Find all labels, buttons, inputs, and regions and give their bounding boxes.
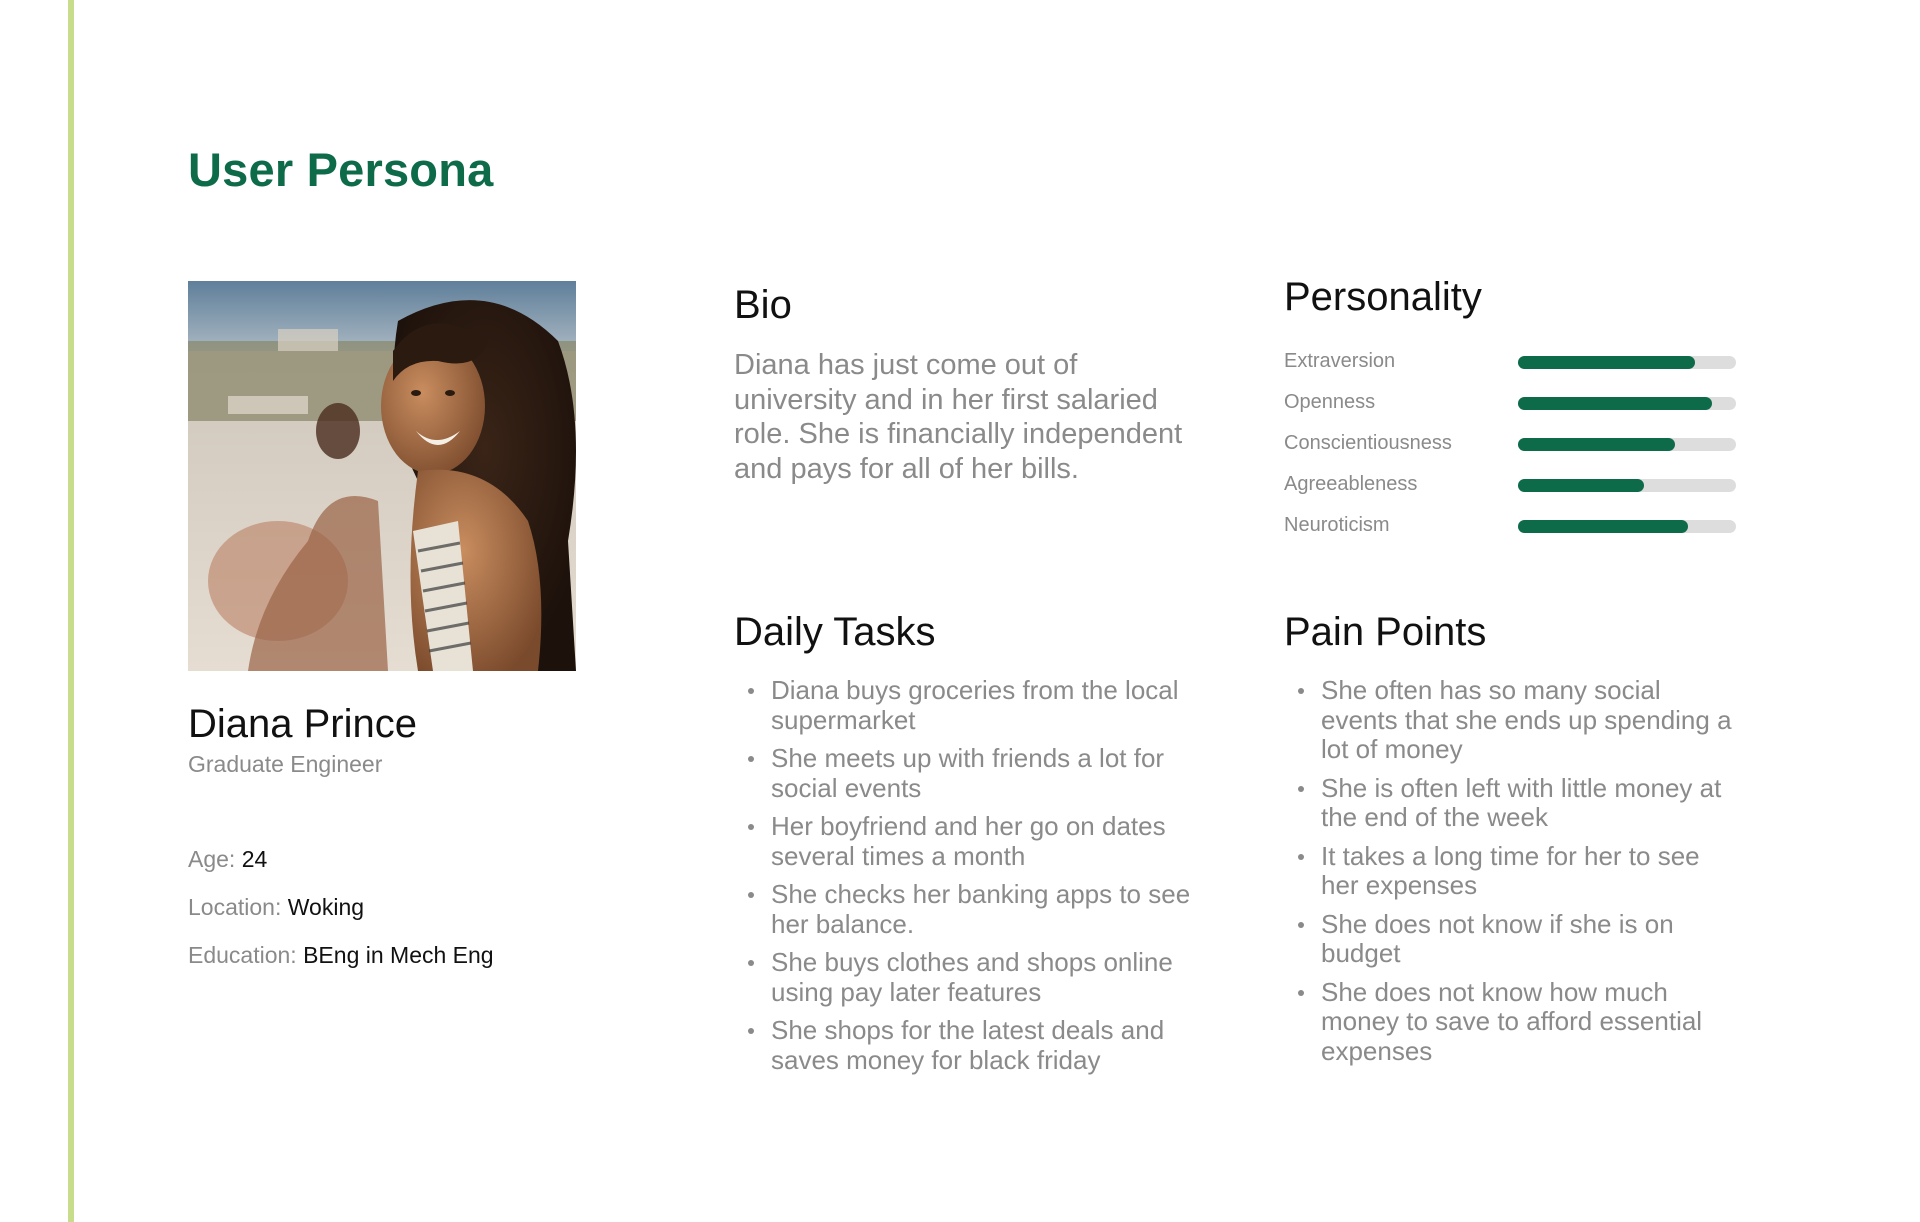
trait-agreeableness xyxy=(1284,473,1736,514)
daily-tasks-heading: Daily Tasks xyxy=(734,610,936,654)
trait-label: Agreeableness xyxy=(1284,473,1418,495)
list-item xyxy=(1284,910,1744,969)
fact-age xyxy=(188,842,494,890)
trait-label: Conscientiousness xyxy=(1284,432,1452,454)
personality-traits xyxy=(1284,350,1736,555)
trait-openness xyxy=(1284,391,1736,432)
trait-extraversion xyxy=(1284,350,1736,391)
persona-photo xyxy=(188,281,576,671)
persona-facts xyxy=(188,842,494,986)
page-title: User Persona xyxy=(188,143,494,196)
list-item-text: She checks her banking apps to see her balance. xyxy=(771,879,1191,939)
left-accent-rule xyxy=(68,0,74,1222)
fact-value: 24 xyxy=(241,846,268,872)
list-item xyxy=(1284,978,1744,1067)
trait-conscientiousness xyxy=(1284,432,1736,473)
trait-label: Neuroticism xyxy=(1284,514,1390,536)
pain-points-list xyxy=(1284,676,1744,1075)
bullet-icon xyxy=(1298,688,1304,694)
bullet-icon xyxy=(748,824,754,830)
bio-text: Diana has just come out of university and in her first salaried role. She is financially independent and pays for all of her bills. xyxy=(734,349,1183,485)
list-item-text: She is often left with little money at the end of the week xyxy=(1321,772,1722,832)
trait-bar-track xyxy=(1518,479,1736,492)
fact-label: Age: xyxy=(188,846,236,872)
list-item-text: She often has so many social events that she ends up spending a lot of money xyxy=(1321,675,1732,764)
trait-bar-track xyxy=(1518,438,1736,451)
trait-label: Extraversion xyxy=(1284,350,1396,372)
bullet-icon xyxy=(1298,922,1304,928)
list-item xyxy=(734,676,1214,735)
daily-tasks-list xyxy=(734,676,1214,1084)
trait-label: Openness xyxy=(1284,391,1376,413)
fact-label: Location: xyxy=(188,894,282,920)
trait-bar-fill xyxy=(1518,438,1675,451)
list-item xyxy=(734,1016,1214,1075)
trait-bar-fill xyxy=(1518,397,1712,410)
pain-points-heading: Pain Points xyxy=(1284,610,1487,654)
bullet-icon xyxy=(748,960,754,966)
fact-value: Woking xyxy=(287,894,365,920)
bullet-icon xyxy=(748,892,754,898)
list-item-text: Diana buys groceries from the local supermarket xyxy=(771,675,1179,735)
bullet-icon xyxy=(748,756,754,762)
list-item xyxy=(1284,676,1744,765)
list-item-text: It takes a long time for her to see her expenses xyxy=(1321,840,1700,900)
trait-bar-fill xyxy=(1518,520,1688,533)
trait-bar-track xyxy=(1518,397,1736,410)
fact-label: Education: xyxy=(188,942,297,968)
list-item-text: She shops for the latest deals and saves money for black friday xyxy=(771,1015,1165,1075)
list-item xyxy=(1284,842,1744,901)
list-item xyxy=(734,948,1214,1007)
fact-education xyxy=(188,938,494,986)
persona-role: Graduate Engineer xyxy=(188,751,383,777)
bullet-icon xyxy=(748,1028,754,1034)
trait-neuroticism xyxy=(1284,514,1736,555)
bullet-icon xyxy=(1298,786,1304,792)
list-item-text: Her boyfriend and her go on dates several times a month xyxy=(771,811,1166,871)
trait-bar-track xyxy=(1518,356,1736,369)
trait-bar-fill xyxy=(1518,479,1644,492)
personality-heading: Personality xyxy=(1284,275,1482,319)
bio-heading: Bio xyxy=(734,283,792,327)
bullet-icon xyxy=(1298,854,1304,860)
list-item-text: She meets up with friends a lot for social events xyxy=(771,743,1165,803)
fact-location xyxy=(188,890,494,938)
list-item xyxy=(734,880,1214,939)
list-item xyxy=(734,812,1214,871)
trait-bar-track xyxy=(1518,520,1736,533)
bullet-icon xyxy=(1298,990,1304,996)
list-item xyxy=(734,744,1214,803)
fact-value: BEng in Mech Eng xyxy=(303,942,494,968)
list-item-text: She does not know if she is on budget xyxy=(1321,908,1674,968)
trait-bar-fill xyxy=(1518,356,1695,369)
persona-name: Diana Prince xyxy=(188,702,418,746)
list-item-text: She buys clothes and shops online using pay later features xyxy=(771,947,1173,1007)
list-item-text: She does not know how much money to save to afford essential expenses xyxy=(1321,976,1703,1066)
bullet-icon xyxy=(748,688,754,694)
list-item xyxy=(1284,774,1744,833)
